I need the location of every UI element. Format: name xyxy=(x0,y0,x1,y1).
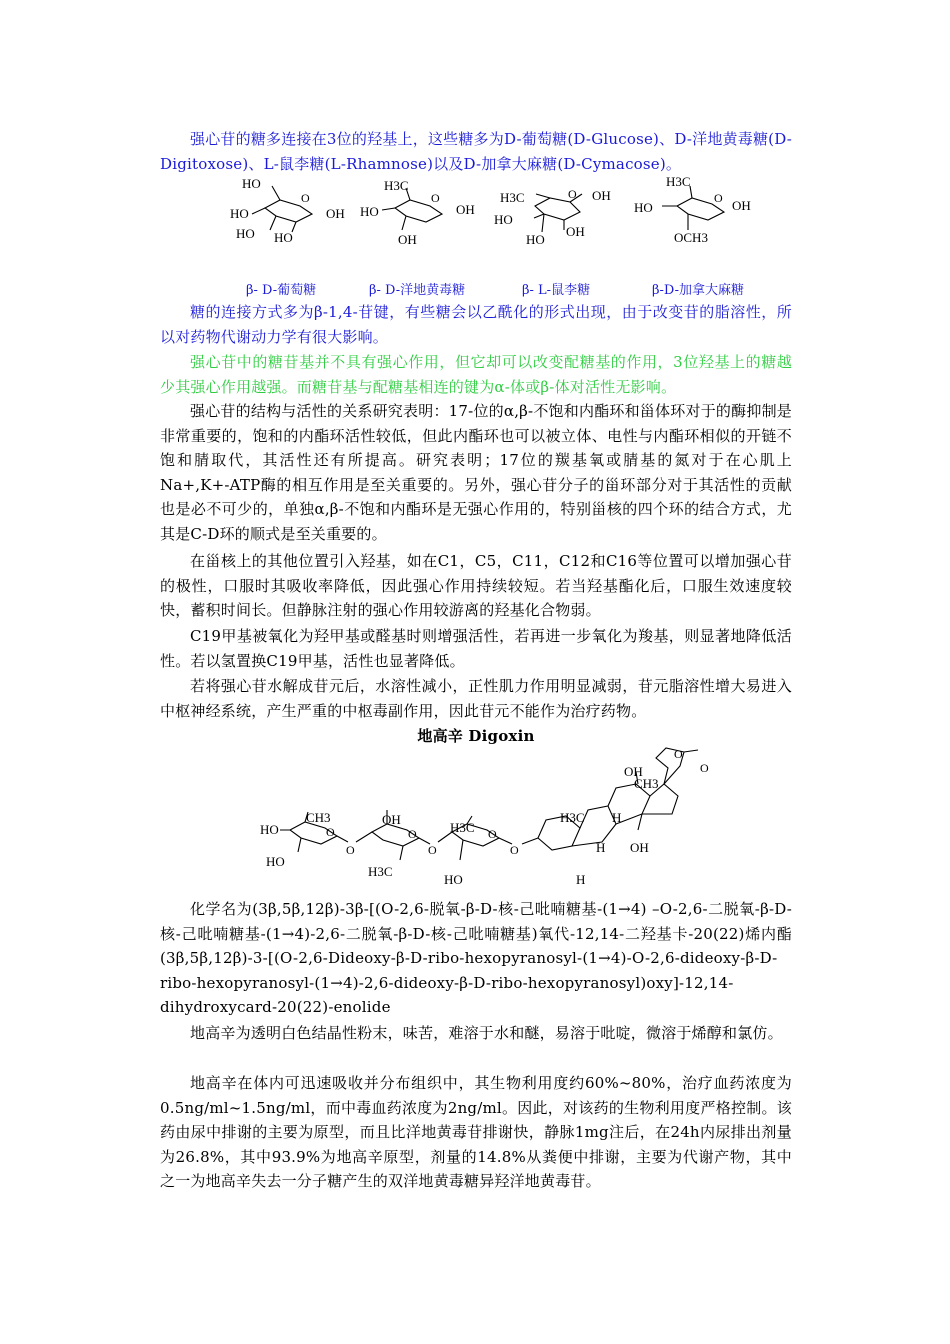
structure-activity-paragraph: 强心苷的结构与活性的关系研究表明：17-位的α,β-不饱和内酯环和甾体环对于的酶抑制是非常重要的，饱和的内酯环活性较低，但此内酯环也可以被立体、电性与内酯环相似的开链不饱和腈取代，其活性还有所提高。研究表明；17位的羰基氧或腈基的氮对于在心肌上Na+,K+-ATP酶的相互作用是至关重要的。另外，强心苷分子的甾环部分对于其活性的贡献也是必不可少的，单独α,β-不饱和内酯环是无强心作用的，特别甾核的四个环的结合方式，尤其是C-D环的顺式是至关重要的。 xyxy=(160,402,792,543)
dig-oh-14-label: OH xyxy=(630,840,649,855)
sugar-structures-figure xyxy=(230,172,790,252)
dig-ho-3b-label: HO xyxy=(444,872,463,887)
cymarose-oh-1-label: OH xyxy=(732,198,751,213)
dig-ring-o-1-label: O xyxy=(326,825,335,839)
dig-h-9-label: H xyxy=(596,840,606,855)
sugar-label-rhamnose: β- L-鼠李糖 xyxy=(522,283,591,298)
digitoxose-oh-1-label: OH xyxy=(456,202,475,217)
rhamnose-ho-2-label: HO xyxy=(526,232,545,247)
linkage-paragraph: 糖的连接方式多为β-1,4-苷键，有些糖会以乙酰化的形式出现，由于改变苷的脂溶性，所以对药物代谢动力学有很大影响。 xyxy=(160,303,792,346)
digoxin-title: 地高辛 Digoxin xyxy=(417,727,535,745)
dig-carbonyl-o-label: O xyxy=(700,761,709,775)
cymarose-och3-label: OCH3 xyxy=(674,230,708,245)
pharmacokinetics-paragraph: 地高辛在体内可迅速吸收并分布组织中，其生物利用度约60%~80%，治疗血药浓度为0.5ng/ml~1.5ng/ml，而中毒血药浓度为2ng/ml。因此，对该药的生物利用度严格控制。该药由尿中排谢的主要为原型，而且比洋地黄毒苷排谢快，静脉1mg注后，在24h内尿排出剂量为26.8%，其中93.9%为地高辛原型，剂量的14.8%从粪便中排谢，主要为代谢产物，其中之一为地高辛失去一分子糖产生的双洋地黄毒糖异羟洋地黄毒苷。 xyxy=(160,1074,792,1190)
glucose-ho-4-label: HO xyxy=(230,206,249,221)
sugar-atom-labels xyxy=(230,174,751,247)
dig-h3c-3-label: H3C xyxy=(450,820,475,835)
dig-ho-4-label: HO xyxy=(260,822,279,837)
dig-ring-o-2-label: O xyxy=(408,827,417,841)
cymarose-ho-label: HO xyxy=(634,200,653,215)
digitoxose-h3c-label: H3C xyxy=(384,178,409,193)
digitoxose-ho-label: HO xyxy=(360,204,379,219)
dig-h-8-label: H xyxy=(612,810,622,825)
hydrolysis-paragraph: 若将强心苷水解成苷元后，水溶性减小，正性肌力作用明显减弱，苷元脂溶性增大易进入中枢神经系统，产生严重的中枢毒副作用，因此苷元不能作为治疗药物。 xyxy=(160,677,792,720)
digitoxose-ring-o-label: O xyxy=(431,191,440,205)
dig-ch3-18-label: CH3 xyxy=(634,776,659,791)
cymarose-h3c-label: H3C xyxy=(666,174,691,189)
dig-oh-2-label: OH xyxy=(382,812,401,827)
sugar-label-cymarose: β-D-加拿大麻糖 xyxy=(652,283,744,298)
c19-paragraph: C19甲基被氧化为羟甲基或醛基时则增强活性，若再进一步氧化为羧基，则显著地降低活性。若以氢置换C19甲基，活性也显著降低。 xyxy=(160,627,792,670)
sugar-intro-paragraph: 强心苷的糖多连接在3位的羟基上，这些糖多为D-葡萄糖(D-Glucose)、D-洋地黄毒糖(D-Digitoxose)、L-鼠李糖(L-Rhamnose)以及D-加拿大麻糖(D-Cymacose)。 xyxy=(160,130,792,173)
rhamnose-h3c-label: H3C xyxy=(500,190,525,205)
dig-link-o-1-label: O xyxy=(346,843,355,857)
sugar-label-glucose: β- D-葡萄糖 xyxy=(246,283,317,298)
rhamnose-oh-1-label: OH xyxy=(592,188,611,203)
dig-link-o-2-label: O xyxy=(428,843,437,857)
glucose-ho-3-label: HO xyxy=(236,226,255,241)
dig-ho-3-label: HO xyxy=(266,854,285,869)
cymarose-ring-o-label: O xyxy=(714,191,723,205)
dig-h-5-label: H xyxy=(576,872,586,887)
sugar-label-digitoxose: β- D-洋地黄毒糖 xyxy=(369,283,466,298)
rhamnose-ho-label: HO xyxy=(494,212,513,227)
chemical-name-paragraph: 化学名为(3β,5β,12β)-3β-[(O-2,6-脱氧-β-D-核-己吡喃糖基-(1→4) –O-2,6-二脱氧-β-D-核-己吡喃糖基-(1→4)-2,6-二脱氧-β-D-核-己吡喃糖基)氧代-12,14-二羟基卡-20(22)烯内酯 (3β,5β,12β)-3-[(O-2,6-Dideoxy-β-D-ribo-hexopyranosyl-(1→4)-O-2,6-dideoxy-β-D-ribo-hexopyranosyl-(1→4)-2,6-dideoxy-β-D-ribo-hexopyranosyl)oxy]-12,14-dihydroxycard-20(22)-enolide xyxy=(160,900,792,1016)
glucose-ring-o-label: O xyxy=(301,191,310,205)
glucose-ho-2-label: HO xyxy=(274,230,293,245)
properties-paragraph: 地高辛为透明白色结晶性粉末，味苦，难溶于水和醚，易溶于吡啶，微溶于烯醇和氯仿。 xyxy=(190,1024,783,1042)
dig-link-o-3-label: O xyxy=(510,843,519,857)
dig-ring-o-3-label: O xyxy=(488,827,497,841)
rhamnose-ring-o-label: O xyxy=(568,187,577,201)
dig-lactone-o-label: O xyxy=(674,747,683,761)
dig-ch3-1-label: CH3 xyxy=(306,810,331,825)
hydroxyl-paragraph: 在甾核上的其他位置引入羟基，如在C1，C5，C11，C12和C16等位置可以增加强心苷的极性，口服时其吸收率降低，因此强心作用持续较短。若当羟基酯化后，口服生效速度较快，蓄积时间长。但静脉注射的强心作用较游离的羟基化合物弱。 xyxy=(160,552,792,619)
dig-oh-12-label: OH xyxy=(624,764,643,779)
dig-h3c-19-label: H3C xyxy=(560,810,585,825)
dig-h3c-2-label: H3C xyxy=(368,864,393,879)
glucose-ch2oh-label: HO xyxy=(242,176,261,191)
glucose-oh-1-label: OH xyxy=(326,206,345,221)
digitoxose-oh-3-label: OH xyxy=(398,232,417,247)
glycoside-activity-paragraph: 强心苷中的糖苷基并不具有强心作用，但它却可以改变配糖基的作用，3位羟基上的糖越少其强心作用越强。而糖苷基与配糖基相连的键为α-体或β-体对活性无影响。 xyxy=(160,353,792,396)
rhamnose-oh-3-label: OH xyxy=(566,224,585,239)
digoxin-structure-figure xyxy=(260,746,730,896)
